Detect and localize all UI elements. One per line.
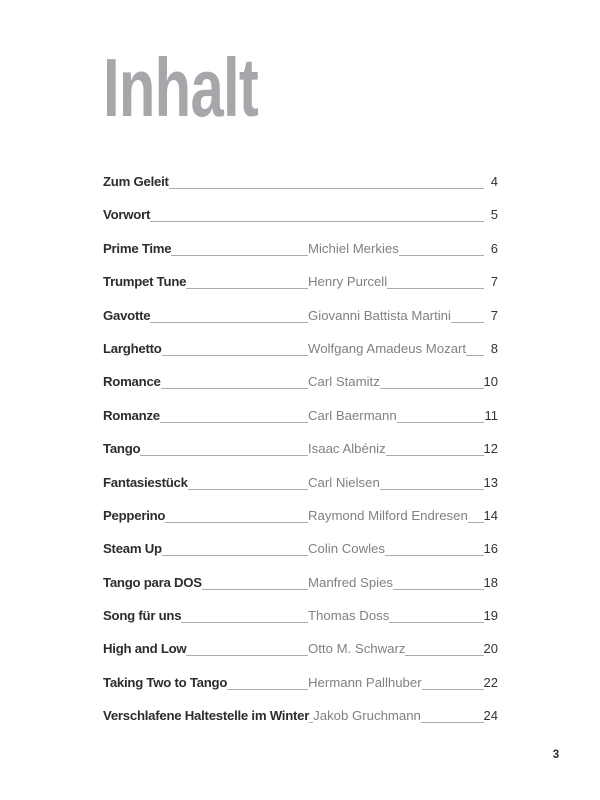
- toc-entry-left: [103, 207, 308, 222]
- leader-line: [186, 288, 308, 289]
- toc-entry-composer: Raymond Milford Endresen: [308, 507, 468, 523]
- leader-line: [162, 355, 308, 356]
- toc-list: [103, 156, 498, 724]
- toc-entry-page: 12: [483, 441, 498, 457]
- toc-entry-page: 16: [483, 541, 498, 557]
- toc-entry: [103, 623, 498, 656]
- leader-line: [150, 322, 308, 323]
- toc-entry-left: [103, 241, 308, 256]
- toc-entry-page: 22: [483, 674, 498, 690]
- toc-entry-composer: Jakob Gruchmann: [313, 708, 421, 724]
- leader-line: [405, 655, 483, 656]
- toc-entry: [103, 389, 498, 422]
- toc-entry-composer: Manfred Spies: [308, 574, 394, 590]
- toc-entry-composer: Thomas Doss: [308, 608, 390, 624]
- leader-line: [169, 188, 308, 189]
- toc-entry-title: Tango: [103, 441, 141, 457]
- toc-entry-composer: Carl Stamitz: [308, 374, 380, 390]
- toc-entry-left: [103, 508, 308, 523]
- leader-line: [468, 522, 484, 523]
- leader-line: [161, 388, 308, 389]
- leader-line: [380, 489, 484, 490]
- toc-entry-page: 10: [483, 374, 498, 390]
- toc-entry-title: Vorwort: [103, 207, 151, 223]
- toc-entry-page: 11: [484, 407, 498, 423]
- leader-line: [160, 422, 308, 423]
- leader-line: [162, 555, 308, 556]
- toc-entry: [103, 156, 498, 189]
- toc-entry-composer: Isaac Albéniz: [308, 441, 386, 457]
- toc-entry-title: Gavotte: [103, 307, 151, 323]
- toc-entry: [103, 189, 498, 222]
- toc-entry-title: Romance: [103, 374, 161, 390]
- toc-entry-composer: Michiel Merkies: [308, 240, 399, 256]
- toc-entry-title: Prime Time: [103, 240, 172, 256]
- toc-entry-composer: Hermann Pallhuber: [308, 674, 422, 690]
- toc-entry-title: Larghetto: [103, 340, 162, 356]
- toc-entry: [103, 456, 498, 489]
- leader-line: [387, 288, 484, 289]
- toc-entry-page: 19: [483, 608, 498, 624]
- toc-entry-composer: Otto M. Schwarz: [308, 641, 406, 657]
- leader-line: [421, 722, 484, 723]
- toc-entry-page: 7: [490, 307, 498, 323]
- toc-entry-composer: Giovanni Battista Martini: [308, 307, 451, 323]
- toc-entry: [103, 690, 498, 723]
- leader-line: [389, 622, 483, 623]
- toc-entry-page: 4: [490, 173, 498, 189]
- leader-line: [308, 188, 484, 189]
- leader-line: [140, 455, 308, 456]
- leader-line: [385, 555, 484, 556]
- leader-line: [422, 689, 484, 690]
- toc-entry-left: [103, 408, 308, 423]
- toc-entry-left: [103, 608, 308, 623]
- leader-line: [227, 689, 308, 690]
- toc-entry: [103, 556, 498, 589]
- toc-entry-left: [103, 475, 308, 490]
- toc-entry: [103, 656, 498, 689]
- leader-line: [393, 589, 484, 590]
- toc-entry-composer: Carl Baermann: [308, 407, 397, 423]
- toc-entry: [103, 222, 498, 255]
- leader-line: [186, 655, 308, 656]
- leader-line: [171, 255, 308, 256]
- toc-entry: [103, 490, 498, 523]
- toc-entry-left: [103, 441, 308, 456]
- toc-entry-title: Steam Up: [103, 541, 162, 557]
- leader-line: [308, 221, 484, 222]
- toc-entry: [103, 523, 498, 556]
- toc-entry-left: [103, 575, 308, 590]
- toc-entry-left: [103, 541, 308, 556]
- toc-entry-page: 6: [490, 240, 498, 256]
- toc-entry-page: 18: [483, 574, 498, 590]
- toc-entry-page: 20: [483, 641, 498, 657]
- toc-entry-page: 24: [483, 708, 498, 724]
- toc-entry-title: Verschlafene Haltestelle im Winter: [103, 708, 310, 724]
- toc-entry-page: 5: [490, 207, 498, 223]
- toc-entry-title: Zum Geleit: [103, 173, 169, 189]
- toc-entry-left: [103, 708, 313, 723]
- toc-entry-left: [103, 374, 308, 389]
- toc-entry-title: Romanze: [103, 407, 160, 423]
- toc-entry-composer: Colin Cowles: [308, 541, 385, 557]
- toc-entry-title: Pepperino: [103, 507, 166, 523]
- toc-entry-page: 8: [490, 340, 498, 356]
- toc-entry-left: [103, 274, 308, 289]
- leader-line: [188, 489, 308, 490]
- toc-entry-title: Tango para DOS: [103, 574, 202, 590]
- page-title: Inhalt: [103, 41, 259, 134]
- leader-line: [397, 422, 484, 423]
- toc-entry-left: [103, 641, 308, 656]
- toc-entry-left: [103, 341, 308, 356]
- toc-entry-left: [103, 675, 308, 690]
- leader-line: [165, 522, 308, 523]
- toc-entry-left: [103, 308, 308, 323]
- toc-entry: [103, 323, 498, 356]
- toc-entry: [103, 590, 498, 623]
- leader-line: [466, 355, 484, 356]
- toc-entry: [103, 356, 498, 389]
- leader-line: [451, 322, 484, 323]
- toc-entry-composer: Carl Nielsen: [308, 474, 380, 490]
- toc-entry: [103, 256, 498, 289]
- toc-entry-title: Trumpet Tune: [103, 274, 187, 290]
- toc-entry-composer: Henry Purcell: [308, 274, 388, 290]
- leader-line: [150, 221, 308, 222]
- toc-entry: [103, 423, 498, 456]
- toc-entry-composer: Wolfgang Amadeus Mozart: [308, 340, 467, 356]
- toc-entry-page: 14: [483, 507, 498, 523]
- leader-line: [202, 589, 308, 590]
- page-number: 3: [552, 749, 560, 761]
- leader-line: [181, 622, 308, 623]
- toc-entry-page: 13: [483, 474, 498, 490]
- toc-entry-left: [103, 174, 308, 189]
- toc-entry: [103, 289, 498, 322]
- toc-entry-page: 7: [490, 274, 498, 290]
- toc-entry-title: Song für uns: [103, 608, 182, 624]
- leader-line: [399, 255, 484, 256]
- toc-entry-title: Taking Two to Tango: [103, 674, 228, 690]
- toc-entry-title: Fantasiestück: [103, 474, 188, 490]
- leader-line: [386, 455, 484, 456]
- toc-entry-title: High and Low: [103, 641, 187, 657]
- leader-line: [380, 388, 484, 389]
